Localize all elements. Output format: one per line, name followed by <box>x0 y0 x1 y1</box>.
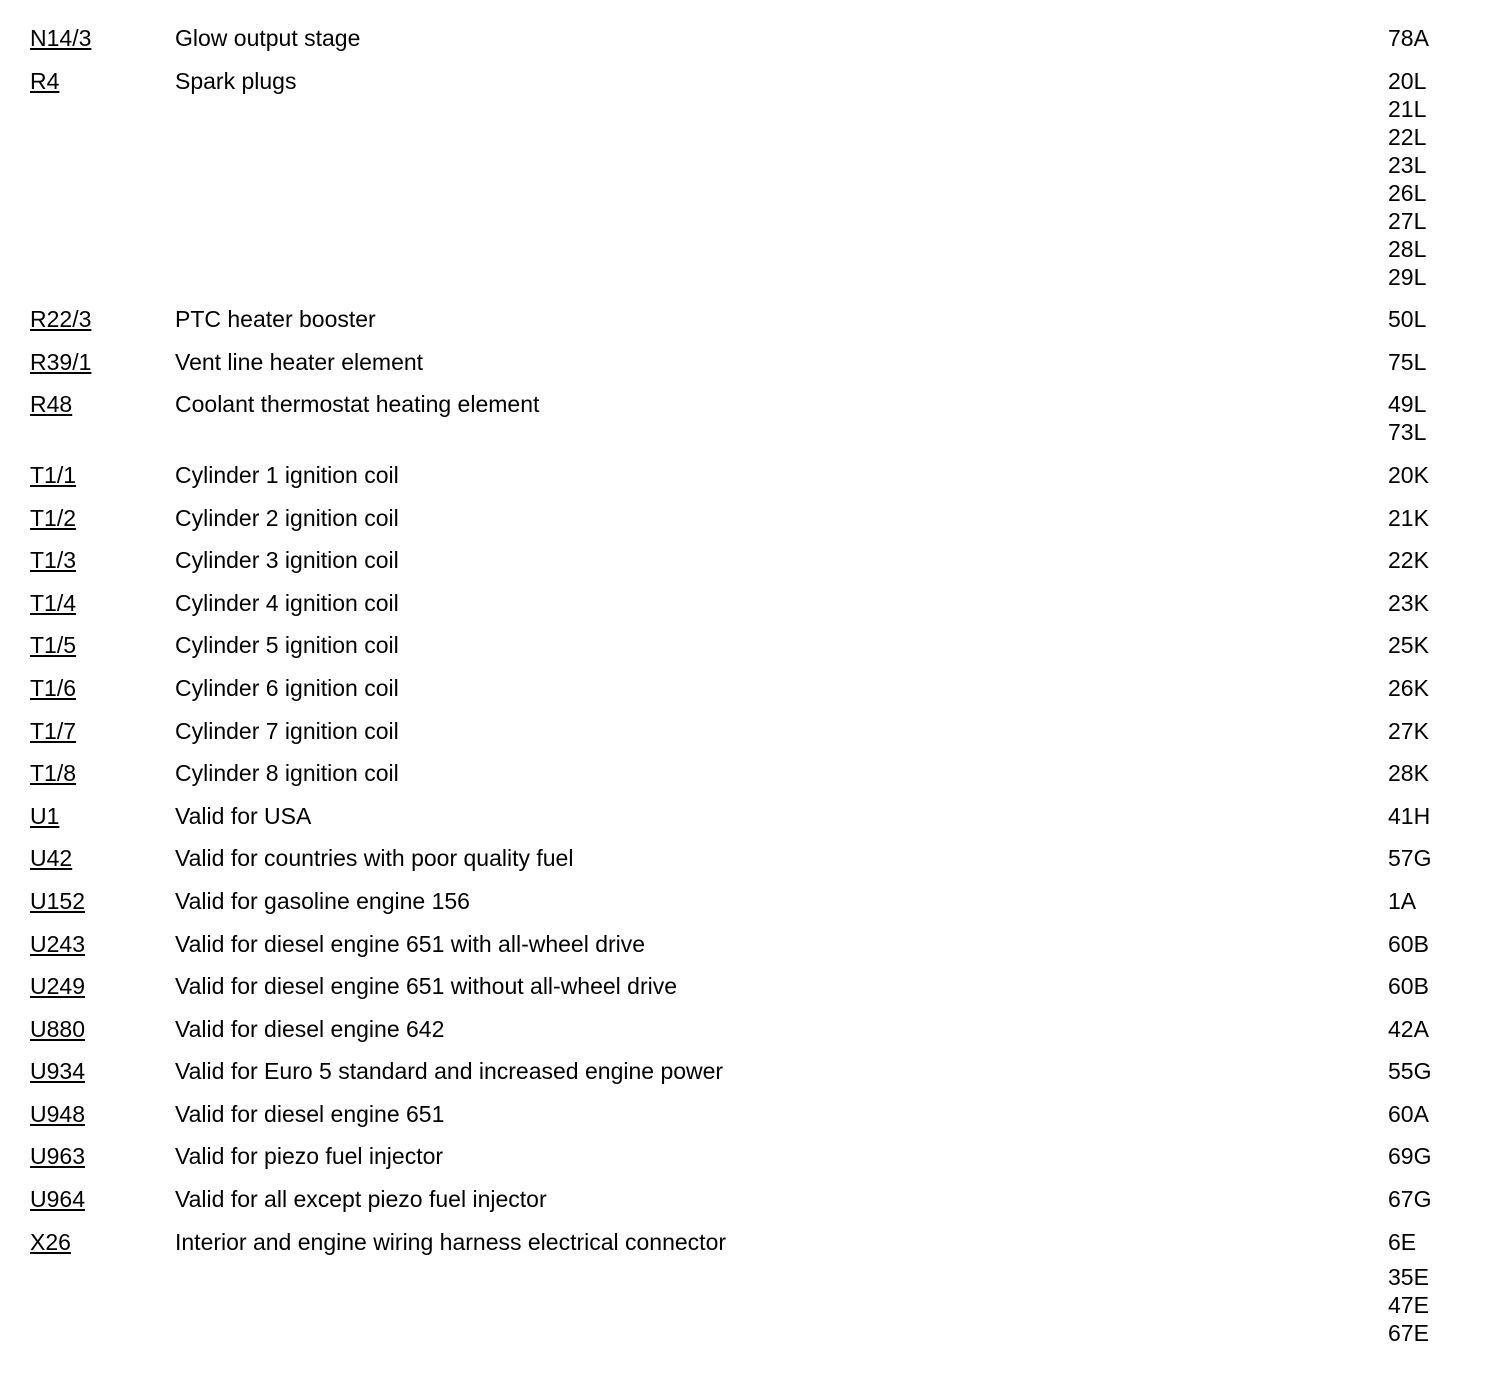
legend-row-x26 <box>30 1228 1450 1347</box>
grid-reference: 42A <box>1388 1015 1429 1042</box>
component-description: Valid for USA <box>175 802 312 829</box>
grid-reference: 47E <box>1388 1291 1429 1318</box>
component-code-link[interactable]: R22/3 <box>30 306 92 333</box>
component-description: Cylinder 8 ignition coil <box>175 760 399 787</box>
grid-reference: 23K <box>1388 589 1429 616</box>
grid-reference: 60B <box>1388 930 1429 957</box>
grid-reference: 28L <box>1388 235 1427 262</box>
component-description: Cylinder 7 ignition coil <box>175 717 399 744</box>
component-code-link[interactable]: T1/5 <box>30 632 77 659</box>
legend-row-u964 <box>30 1185 1450 1213</box>
grid-reference: 20L <box>1388 67 1427 94</box>
component-description: Glow output stage <box>175 25 361 51</box>
component-code-link[interactable]: U880 <box>30 1015 85 1042</box>
component-description: Valid for countries with poor quality fuel <box>175 845 574 872</box>
grid-reference: 20K <box>1388 461 1429 488</box>
grid-references <box>1388 631 1450 659</box>
grid-reference: 22L <box>1388 123 1427 150</box>
component-description: Valid for diesel engine 651 <box>175 1100 445 1127</box>
legend-row-u934 <box>30 1057 1450 1085</box>
grid-references <box>1388 1185 1450 1213</box>
grid-references <box>1388 674 1450 702</box>
grid-reference: 75L <box>1388 348 1427 375</box>
grid-reference: 41H <box>1388 802 1431 829</box>
grid-reference: 50L <box>1388 306 1427 333</box>
grid-references <box>1388 461 1450 489</box>
grid-reference: 22K <box>1388 547 1429 574</box>
legend-row-t1-4 <box>30 589 1450 617</box>
component-description: Valid for gasoline engine 156 <box>175 887 470 914</box>
legend-row-u42 <box>30 844 1450 872</box>
legend-row-r39-1 <box>30 348 1450 376</box>
legend-row-t1-5 <box>30 631 1450 659</box>
grid-reference: 57G <box>1388 845 1432 872</box>
component-code-link[interactable]: R39/1 <box>30 348 92 375</box>
grid-reference: 28K <box>1388 760 1429 787</box>
grid-reference: 27L <box>1388 207 1427 234</box>
component-code-link[interactable]: T1/4 <box>30 589 77 616</box>
grid-references <box>1388 305 1450 333</box>
legend-row-t1-6 <box>30 674 1450 702</box>
component-description: Valid for diesel engine 642 <box>175 1015 445 1042</box>
component-code-link[interactable]: T1/3 <box>30 547 77 574</box>
component-code-link[interactable]: T1/2 <box>30 504 77 531</box>
component-description: Cylinder 4 ignition coil <box>175 589 399 616</box>
component-code-link[interactable]: R48 <box>30 391 73 418</box>
legend-row-t1-3 <box>30 546 1450 574</box>
component-code-link[interactable]: U249 <box>30 973 85 1000</box>
grid-references <box>1388 1142 1450 1170</box>
component-code-link[interactable]: T1/8 <box>30 760 77 787</box>
legend-row-u152 <box>30 887 1450 915</box>
grid-references <box>1388 759 1450 787</box>
legend-row-t1-8 <box>30 759 1450 787</box>
grid-reference: 69G <box>1388 1143 1432 1170</box>
component-description: Cylinder 3 ignition coil <box>175 547 399 574</box>
component-description: Vent line heater element <box>175 348 424 375</box>
component-legend <box>30 24 1450 1361</box>
component-code-link[interactable]: T1/7 <box>30 717 77 744</box>
grid-reference: 27K <box>1388 717 1429 744</box>
component-description: Spark plugs <box>175 67 297 94</box>
grid-reference: 55G <box>1388 1058 1432 1085</box>
grid-references <box>1388 717 1450 745</box>
legend-row-u249 <box>30 972 1450 1000</box>
component-code-link[interactable]: U948 <box>30 1100 85 1127</box>
component-description: Valid for Euro 5 standard and increased engine power <box>175 1058 724 1085</box>
component-code-link[interactable]: U964 <box>30 1186 85 1213</box>
component-description: Cylinder 6 ignition coil <box>175 674 399 701</box>
grid-reference: 78A <box>1388 25 1429 51</box>
component-description: Valid for diesel engine 651 with all-wheel drive <box>175 930 646 957</box>
grid-reference: 25K <box>1388 632 1429 659</box>
grid-reference: 23L <box>1388 151 1427 178</box>
grid-references <box>1388 844 1450 872</box>
grid-references <box>1388 802 1450 830</box>
component-code-link[interactable]: R4 <box>30 67 60 94</box>
component-description: Cylinder 1 ignition coil <box>175 461 399 488</box>
grid-reference: 26L <box>1388 179 1427 206</box>
grid-references <box>1388 589 1450 617</box>
component-description: Cylinder 2 ignition coil <box>175 504 399 531</box>
legend-row-u1 <box>30 802 1450 830</box>
component-code-link[interactable]: X26 <box>30 1228 71 1255</box>
legend-row-u948 <box>30 1100 1450 1128</box>
component-description: Valid for all except piezo fuel injector <box>175 1186 547 1213</box>
grid-references <box>1388 930 1450 958</box>
component-code-link[interactable]: U963 <box>30 1143 85 1170</box>
grid-reference: 67E <box>1388 1319 1429 1346</box>
grid-reference: 21L <box>1388 95 1427 122</box>
grid-reference: 49L <box>1388 391 1427 418</box>
grid-references <box>1388 1015 1450 1043</box>
legend-row-r22-3 <box>30 305 1450 333</box>
component-code-link[interactable]: T1/1 <box>30 461 77 488</box>
grid-references <box>1388 67 1450 291</box>
component-code-link[interactable]: U42 <box>30 845 73 872</box>
grid-reference: 6E <box>1388 1228 1417 1255</box>
legend-row-r48 <box>30 390 1450 446</box>
component-code-link[interactable]: U152 <box>30 887 85 914</box>
legend-row-t1-2 <box>30 504 1450 532</box>
legend-row-u243 <box>30 930 1450 958</box>
component-description: Valid for piezo fuel injector <box>175 1143 444 1170</box>
component-code-link[interactable]: N14/3 <box>30 25 92 51</box>
legend-row-t1-1 <box>30 461 1450 489</box>
grid-reference: 35E <box>1388 1263 1429 1290</box>
grid-reference: 29L <box>1388 263 1427 290</box>
grid-reference: 73L <box>1388 419 1427 446</box>
component-code-link[interactable]: U934 <box>30 1058 85 1085</box>
grid-references <box>1388 972 1450 1000</box>
grid-references <box>1388 1100 1450 1128</box>
grid-reference: 1A <box>1388 887 1417 914</box>
grid-reference: 67G <box>1388 1186 1432 1213</box>
grid-reference: 21K <box>1388 504 1429 531</box>
component-description: PTC heater booster <box>175 306 376 333</box>
grid-references <box>1388 390 1450 446</box>
component-code-link[interactable]: U1 <box>30 802 60 829</box>
legend-row-t1-7 <box>30 717 1450 745</box>
grid-references <box>1388 24 1450 52</box>
legend-row-u963 <box>30 1142 1450 1170</box>
grid-references <box>1388 348 1450 376</box>
legend-row-u880 <box>30 1015 1450 1043</box>
component-description: Interior and engine wiring harness electrical connector <box>175 1228 727 1255</box>
component-description: Cylinder 5 ignition coil <box>175 632 399 659</box>
grid-references <box>1388 1228 1450 1347</box>
grid-references <box>1388 504 1450 532</box>
grid-references <box>1388 546 1450 574</box>
legend-row-r4 <box>30 67 1450 291</box>
component-code-link[interactable]: U243 <box>30 930 85 957</box>
grid-references <box>1388 887 1450 915</box>
legend-row-n14-3 <box>30 24 1450 52</box>
grid-reference: 60B <box>1388 973 1429 1000</box>
component-description: Coolant thermostat heating element <box>175 391 540 418</box>
component-description: Valid for diesel engine 651 without all-wheel drive <box>175 973 678 1000</box>
grid-reference: 26K <box>1388 674 1429 701</box>
grid-references <box>1388 1057 1450 1085</box>
grid-reference: 60A <box>1388 1100 1429 1127</box>
component-code-link[interactable]: T1/6 <box>30 674 77 701</box>
